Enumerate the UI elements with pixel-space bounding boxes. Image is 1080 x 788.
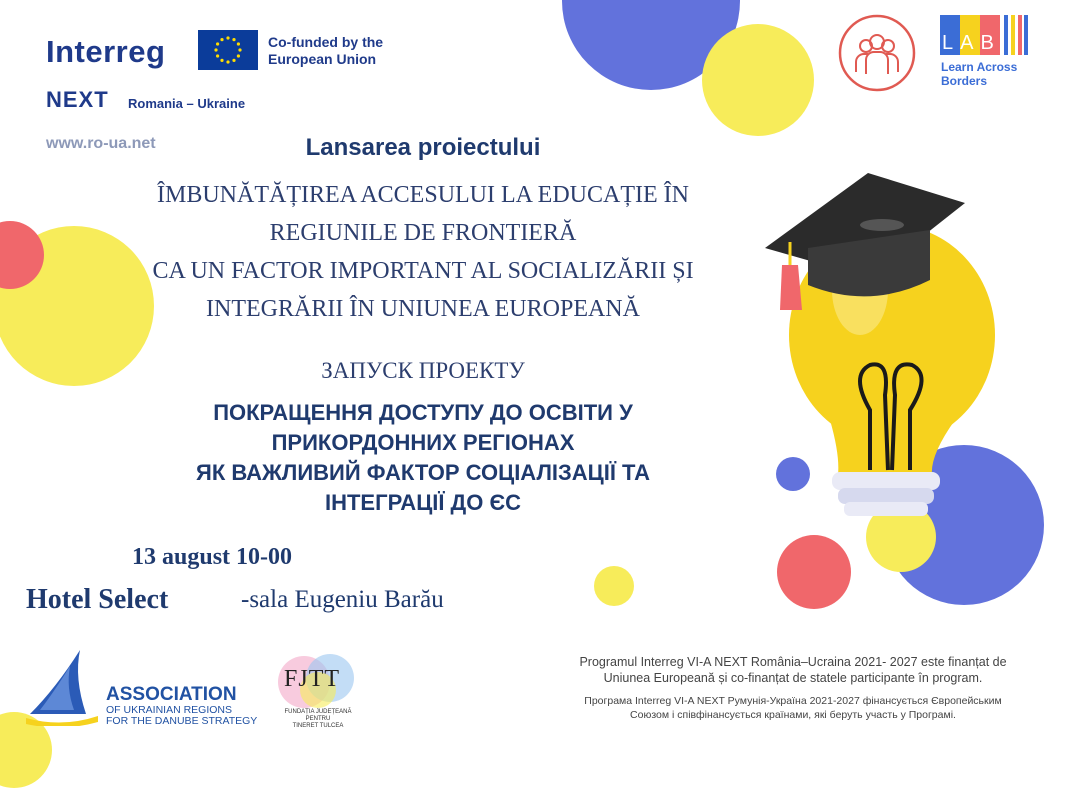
event-hall: -sala Eugeniu Barău: [241, 586, 444, 613]
fjt-letters: FJTT: [284, 666, 341, 692]
association-subtitle-line: FOR THE DANUBE STRATEGY: [106, 715, 258, 727]
title-ro-line: CA UN FACTOR IMPORTANT AL SOCIALIZĂRII ȘI: [152, 258, 694, 284]
cofunded-label: Co-funded by the European Union: [268, 34, 384, 67]
association-subtitle: [106, 705, 257, 727]
launch-heading-ua: ЗАПУСК ПРОЕКТУ: [321, 358, 525, 383]
project-title-ua: [60, 398, 786, 518]
program-note-ro: [548, 654, 1038, 686]
project-title-ro: [60, 176, 786, 328]
decor-circle-yellow-top: [702, 24, 814, 136]
fjt-logo: [274, 652, 364, 710]
decor-circle-red-bottom: [777, 535, 851, 609]
title-ro-line: ÎMBUNĂTĂȚIREA ACCESULUI LA EDUCAȚIE ÎN: [157, 182, 689, 208]
lightbulb-icon: [760, 170, 1010, 530]
event-venue: Hotel Select: [26, 584, 169, 615]
fjt-subtitle-line: TINERET TULCEA: [292, 723, 344, 729]
fjt-subtitle: [275, 709, 361, 730]
fjt-subtitle-line: FUNDAȚIA JUDEȚEANĂ PENTRU: [284, 709, 352, 722]
title-ua-line: ПОКРАЩЕННЯ ДОСТУПУ ДО ОСВІТИ У: [213, 400, 633, 425]
program-note-ro-line: Uniunea Europeană și co-finanțat de statele participante în program.: [603, 671, 983, 685]
event-date: 13 august 10-00: [132, 544, 293, 570]
program-note-ro-line: Programul Interreg VI-A NEXT România–Ucraina 2021- 2027 este finanțat de: [579, 655, 1007, 669]
title-ro-line: INTEGRĂRII ÎN UNIUNEA EUROPEANĂ: [206, 296, 640, 322]
program-note-ua: [548, 694, 1038, 722]
lab-label: Learn Across Borders: [941, 60, 1018, 88]
association-title: ASSOCIATION: [106, 684, 237, 705]
title-ua-line: ПРИКОРДОННИХ РЕГІОНАХ: [271, 430, 575, 455]
title-ua-line: ЯК ВАЖЛИВИЙ ФАКТОР СОЦІАЛІЗАЦІЇ ТА: [196, 460, 650, 485]
lab-logo: [940, 15, 1028, 55]
program-region: Romania – Ukraine: [128, 96, 246, 111]
association-subtitle-line: OF UKRAINIAN REGIONS: [106, 704, 233, 716]
program-note-ua-line: Програма Interreg VI-A NEXT Румунія-Україна 2021-2027 фінансується Європейським: [584, 695, 1002, 707]
lab-logo-letters: LAB: [942, 32, 1001, 54]
launch-heading-ro: Lansarea proiectului: [305, 134, 541, 161]
sail-icon: [26, 648, 100, 726]
title-ua-line: ІНТЕГРАЦІЇ ДО ЄС: [324, 490, 521, 515]
title-ro-line: REGIUNILE DE FRONTIERĂ: [269, 220, 577, 246]
website-link[interactable]: www.ro-ua.net: [46, 135, 156, 152]
team-icon: [838, 14, 916, 92]
program-note-ua-line: Союзом і співфінансується країнами, які беруть участь у Програмі.: [630, 709, 956, 721]
eu-flag-icon: [198, 30, 258, 70]
next-logo-text: NEXT: [46, 87, 109, 112]
interreg-logo-text: Interreg: [46, 34, 166, 69]
decor-circle-yellow-small: [594, 566, 634, 606]
